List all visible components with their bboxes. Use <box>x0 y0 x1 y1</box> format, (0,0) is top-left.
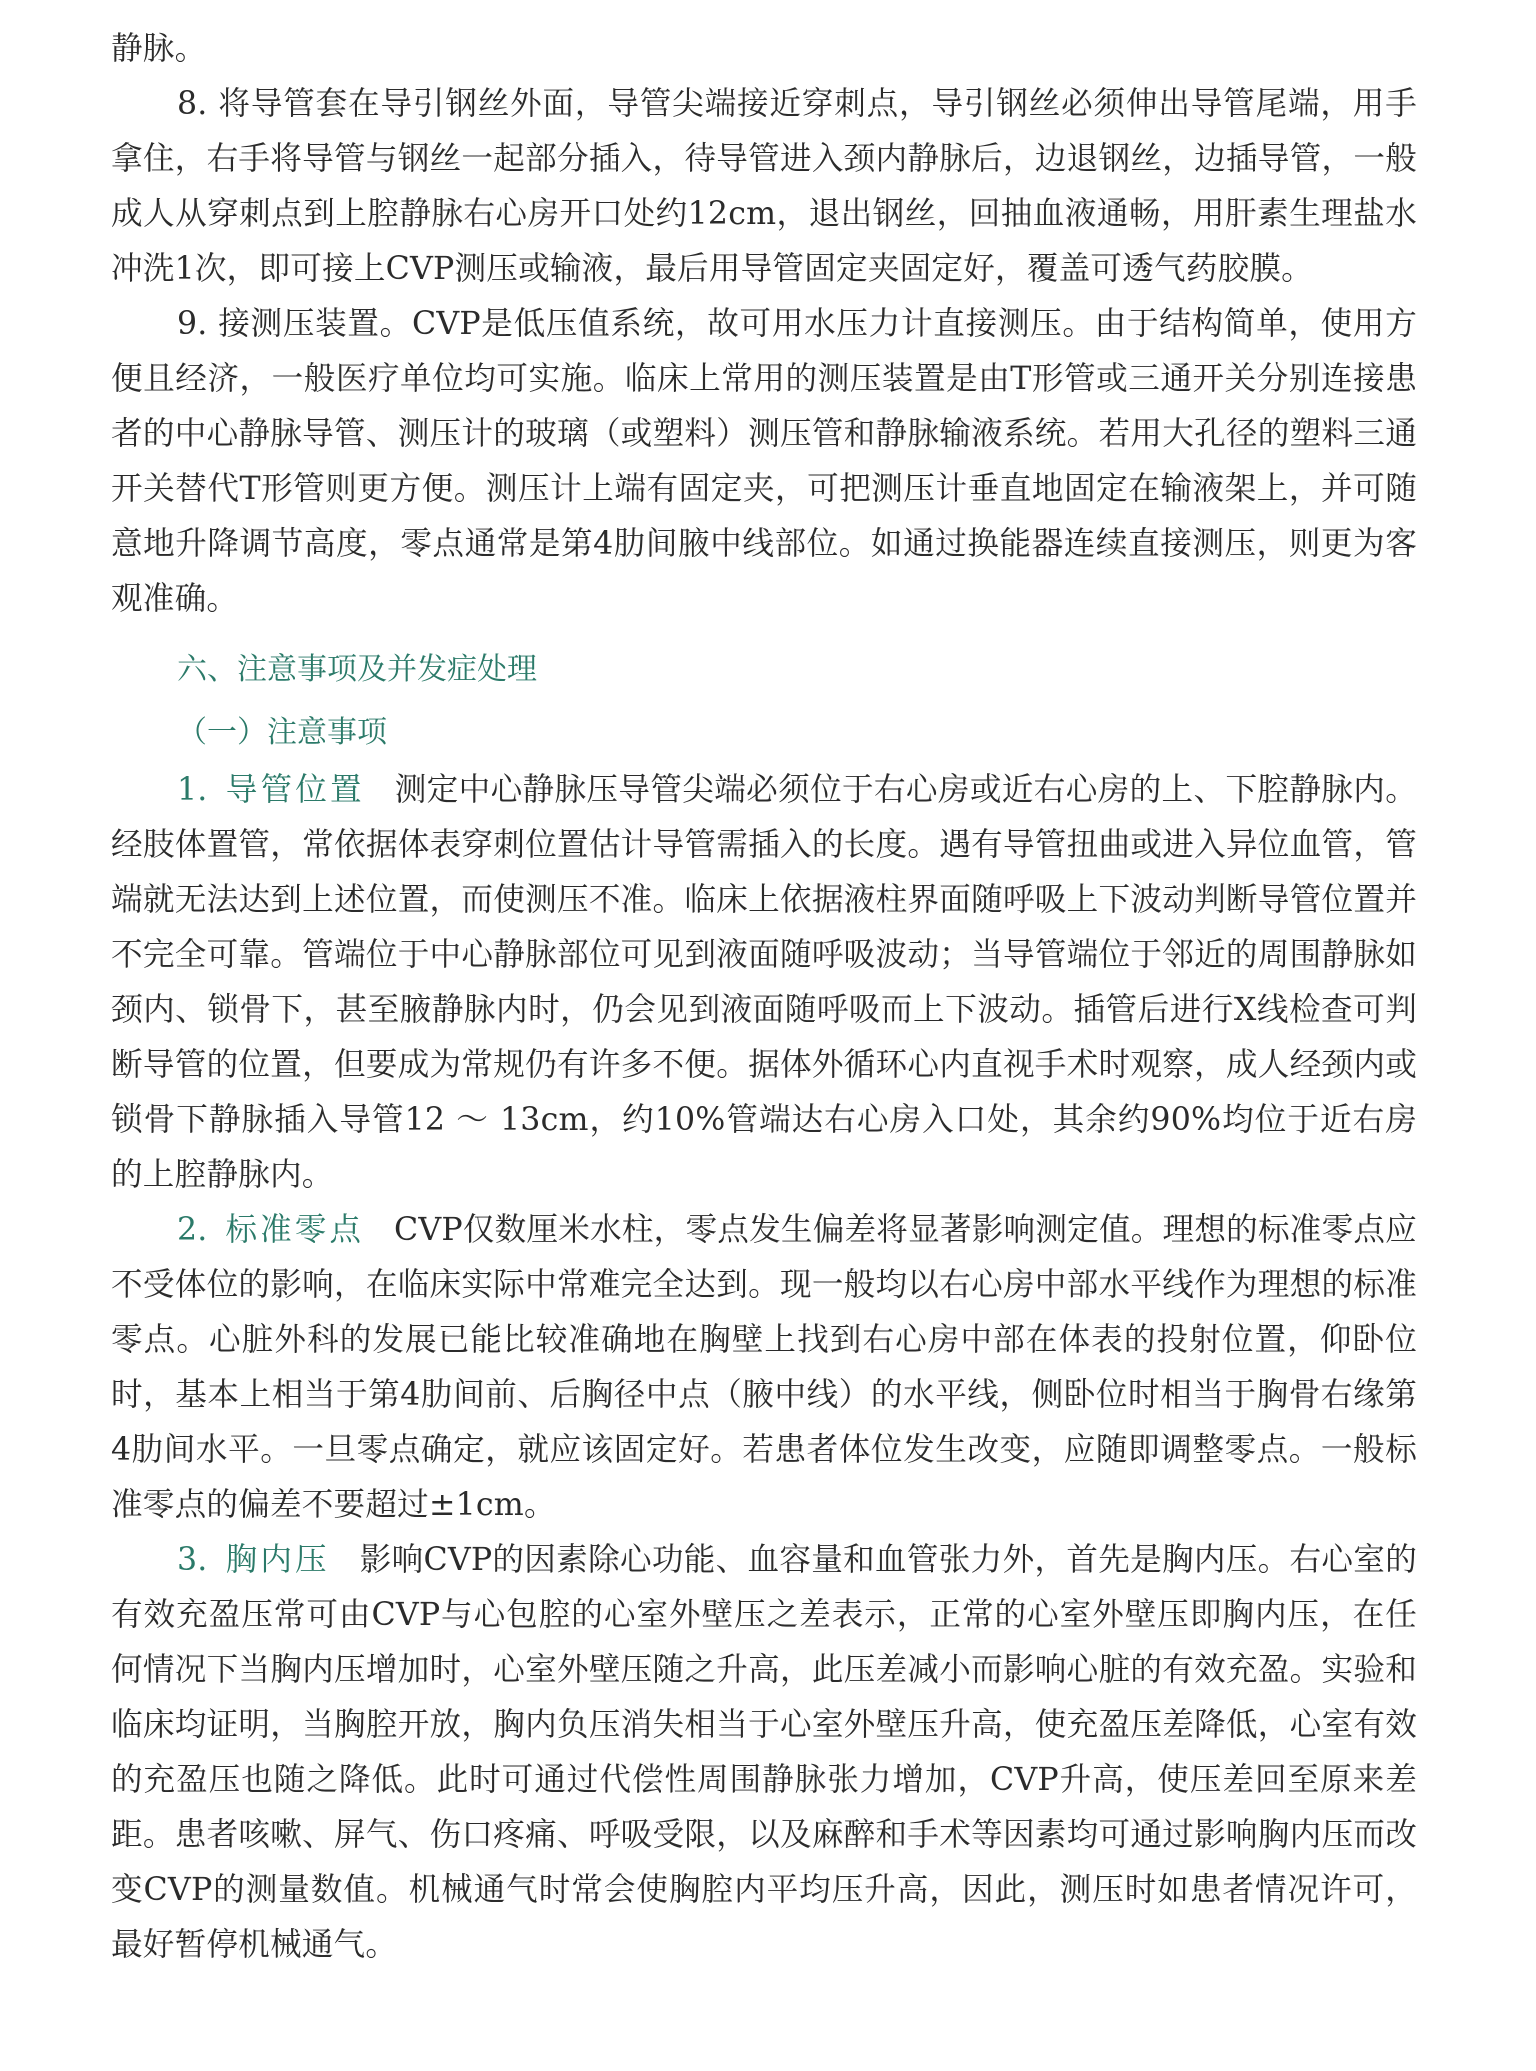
paragraph-continuation: 静脉。 <box>111 31 207 67</box>
item-text: CVP仅数厘米水柱，零点发生偏差将显著影响测定值。理想的标准零点应不受体位的影响，在临床实际中常难完全达到。现一般均以右心房中部水平线作为理想的标准零点。心脏外科的发展已能比较准确地在胸壁上找到右心房中部在体表的投射位置，仰卧位时，基本上相当于第4肋间前、后胸径中点（腋中线）的水平线，侧卧位时相当于胸骨右缘第4肋间水平。一旦零点确定，就应该固定好。若患者体位发生改变，应随即调整零点。一般标准零点的偏差不要超过±1cm。 <box>111 1212 1417 1523</box>
item-intrathoracic-pressure <box>111 1533 1417 1973</box>
item-number: 1. <box>177 772 208 808</box>
item-text: 影响CVP的因素除心功能、血容量和血管张力外，首先是胸内压。右心室的有效充盈压常可由CVP与心包腔的心室外壁压之差表示，正常的心室外壁压即胸内压，在任何情况下当胸内压增加时，心室外壁压随之升高，此压差减小而影响心脏的有效充盈。实验和临床均证明，当胸腔开放，胸内负压消失相当于心室外壁压升高，使充盈压差降低，心室有效的充盈压也随之降低。此时可通过代偿性周围静脉张力增加，CVP升高，使压差回至原来差距。患者咳嗽、屏气、伤口疼痛、呼吸受限，以及麻醉和手术等因素均可通过影响胸内压而改变CVP的测量数值。机械通气时常会使胸腔内平均压升高，因此，测压时如患者情况许可，最好暂停机械通气。 <box>111 1542 1417 1963</box>
paragraph-step-8: 8. 将导管套在导引钢丝外面，导管尖端接近穿刺点，导引钢丝必须伸出导管尾端，用手拿住，右手将导管与钢丝一起部分插入，待导管进入颈内静脉后，边退钢丝，边插导管，一般成人从穿刺点到上腔静脉右心房开口处约12cm，退出钢丝，回抽血液通畅，用肝素生理盐水冲洗1次，即可接上CVP测压或输液，最后用导管固定夹固定好，覆盖可透气药胶膜。 <box>111 86 1417 287</box>
subsection-heading: （一）注意事项 <box>177 715 387 750</box>
document-page <box>111 22 1417 1973</box>
section-heading: 六、注意事项及并发症处理 <box>177 652 537 687</box>
item-standard-zero <box>111 1203 1417 1533</box>
item-text: 测定中心静脉压导管尖端必须位于右心房或近右心房的上、下腔静脉内。经肢体置管，常依据体表穿刺位置估计导管需插入的长度。遇有导管扭曲或进入异位血管，管端就无法达到上述位置，而使测压不准。临床上依据液柱界面随呼吸上下波动判断导管位置并不完全可靠。管端位于中心静脉部位可见到液面随呼吸波动；当导管端位于邻近的周围静脉如颈内、锁骨下，甚至腋静脉内时，仍会见到液面随呼吸而上下波动。插管后进行X线检查可判断导管的位置，但要成为常规仍有许多不便。据体外循环心内直视手术时观察，成人经颈内或锁骨下静脉插入导管12 ～ 13cm，约10%管端达右心房入口处，其余约90%均位于近右房的上腔静脉内。 <box>111 772 1417 1193</box>
item-catheter-position <box>111 763 1417 1203</box>
item-label: 胸内压 <box>225 1542 330 1578</box>
paragraph-step-9: 9. 接测压装置。CVP是低压值系统，故可用水压力计直接测压。由于结构简单，使用方便且经济，一般医疗单位均可实施。临床上常用的测压装置是由T形管或三通开关分别连接患者的中心静脉导管、测压计的玻璃（或塑料）测压管和静脉输液系统。若用大孔径的塑料三通开关替代T形管则更方便。测压计上端有固定夹，可把测压计垂直地固定在输液架上，并可随意地升降调节高度，零点通常是第4肋间腋中线部位。如通过换能器连续直接测压，则更为客观准确。 <box>111 306 1417 617</box>
item-number: 2. <box>177 1212 208 1248</box>
item-label: 标准零点 <box>225 1212 364 1248</box>
item-label: 导管位置 <box>225 772 365 808</box>
item-number: 3. <box>177 1542 208 1578</box>
